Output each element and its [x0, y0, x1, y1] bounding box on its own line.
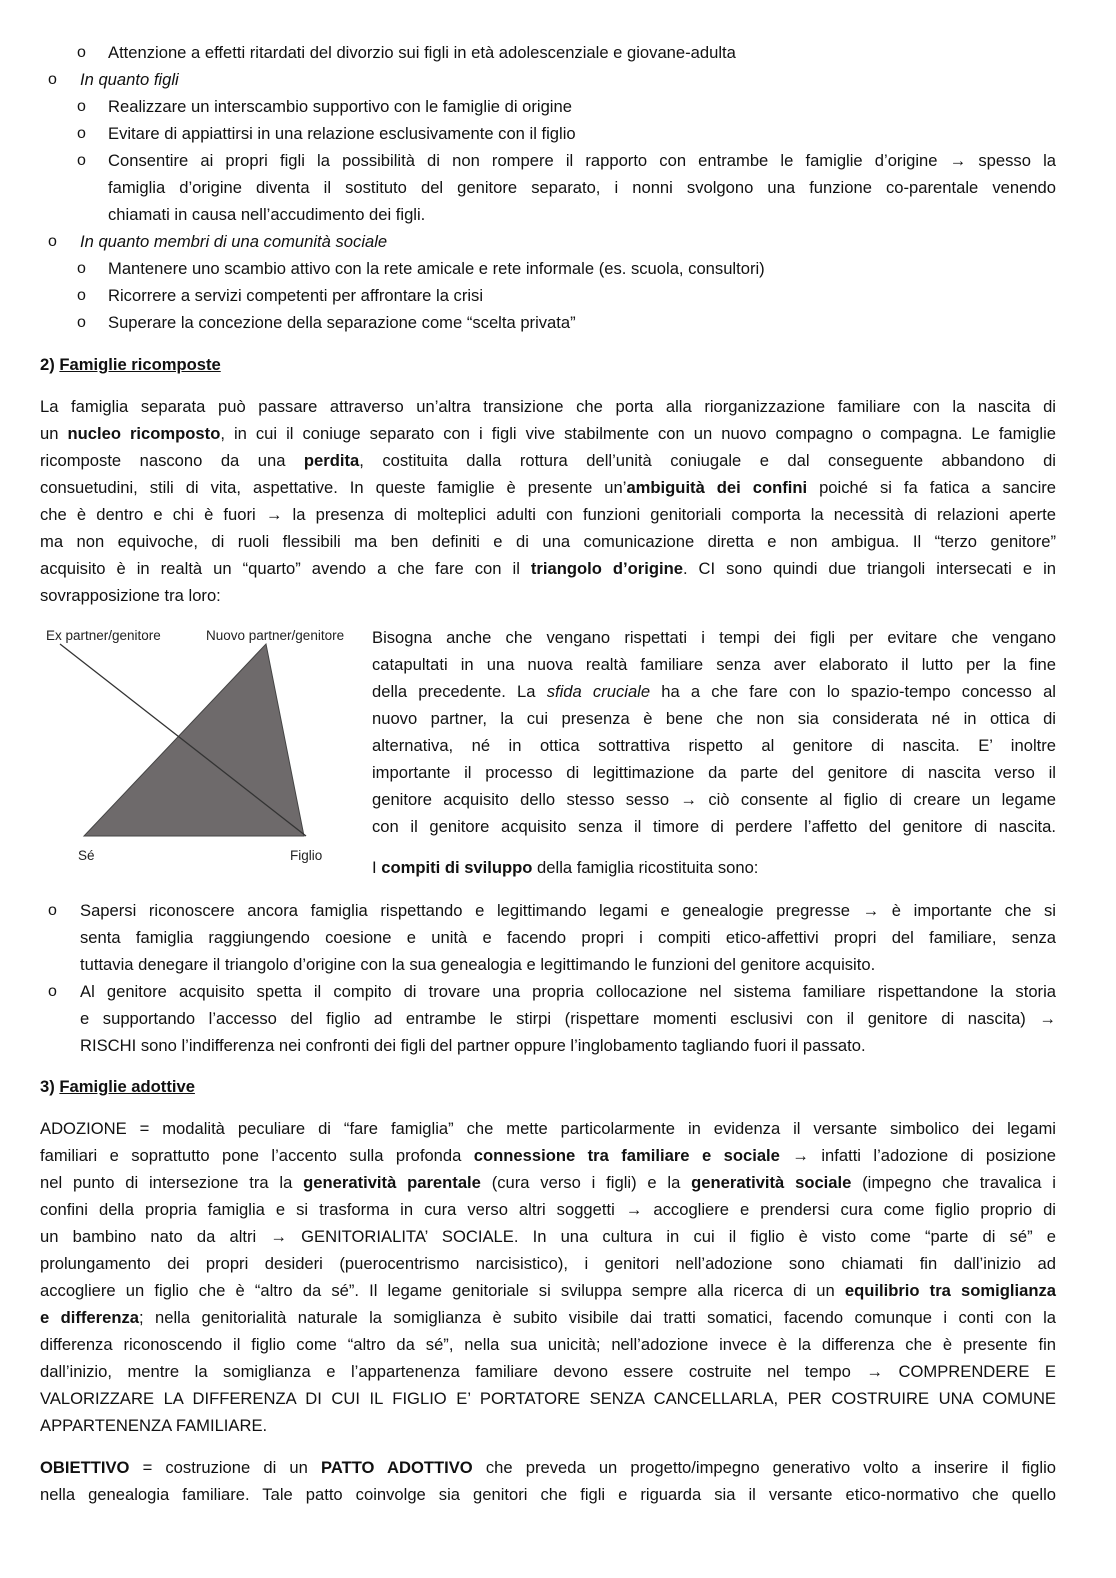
- acquired-triangle: [84, 644, 304, 836]
- triangles-diagram: [40, 624, 360, 870]
- label-se: Sé: [78, 848, 95, 863]
- label-ex-partner: Ex partner/genitore: [46, 628, 161, 643]
- label-figlio: Figlio: [290, 848, 323, 863]
- document-page: o Attenzione a effetti ritardati del divorzio sui figli in età adolescenziale e giovane-adulta o In quanto figli o Realizzare un interscambio supportivo con le famiglie di origine o Evitare di appiattirsi in una relazione esclusivamente con il figlio o Consentire ai propri figli la possibilità di non rompere il rapporto con entrambe le famiglie d’origine → spesso la famiglia d’origine diventa il sostituto del genitore separato, i nonni svolgono una funzione co-parentale venendo chiamati in causa nell’accudimento dei figli. o In quanto membri di una comunità sociale o Mantenere uno scambio attivo con la rete amicale e rete informale (es. scuola, consultori) o Ricorrere a servizi competenti per affrontare la crisi o Superare la concezione della separazione come “scelta privata” 2) Famiglie ricomposte La famiglia separata può passare attraverso un’altra transizione che porta alla riorganizzazione familiare con la nascita di un nucleo ricomposto, in cui il coniuge separato con i figli vive stabilmente con un nuovo compagno o compagna. Le famiglie ricomposte nascono da una perdita, costituita dalla rottura dell’unità coniugale e dal conseguente abbandono di consuetudini, stili di vita, aspettative. In queste famiglie è presente un’ambiguità dei confini poiché si fa fatica a sancire che è dentro e chi è fuori → la presenza di molteplici adulti con funzioni genitoriali comporta la necessità di relazioni aperte ma non equivoche, di ruoli flessibili ma ben definiti e di una comunicazione diretta e non ambigua. Il “terzo genitore” acquisito è in realtà un “quarto” avendo a che fare con il triangolo d’origine. CI sono quindi due triangoli intersecati e in sovrapposizione tra loro: Ex partner/genitore Nuovo partner/genitore Sé Figlio Bisogna anche che vengano rispettati i tempi dei figli per evitare che vengano catapultati in una nuova realtà familiare senza aver elaborato il lutto per la fine della precedente. La sfida cruciale ha a che fare con lo spazio-tempo concesso al nuovo partner, la cui presenza è bene che non sia considerata né in ottica di alternativa, né in ottica sottrattiva rispetto al genitore di nascita. E’ inoltre importante il processo di legittimazione da parte del genitore di nascita verso il genitore acquisito dello stesso sesso → ciò consente al figlio di creare un legame con il genitore acquisito senza il timore di perdere l’affetto del genitore di nascita. I compiti di sviluppo della famiglia ricostituita sono: o Sapersi riconoscere ancora famiglia rispettando e legittimando legami e genealogie pregresse → è importante che si senta famiglia raggiungendo coesione e unità e facendo propri i compiti etico-affettivi propri del familiare, senza tuttavia denegare il triangolo d’origine con la sua genealogia e legittimando le funzioni del genitore acquisito. o Al genitore acquisito spetta il compito di trovare una propria collocazione nel sistema familiare rispettandone la storia e supportando l’accesso del figlio ad entrambe le stirpi (rispettare momenti esclusivi con il genitore di nascita) → RISCHI sono l’indifferenza nei confronti dei figli del partner oppure l’inglobamento tagliando fuori il passato. 3) Famiglie adottive ADOZIONE = modalità peculiare di “fare famiglia” che mette particolarmente in evidenza il versante simbolico dei legami familiari e soprattutto pone l’accento sulla profonda connessione tra familiare e sociale → infatti l’adozione di posizione nel punto di intersezione tra la generatività parentale (cura verso i figli) e la generatività sociale (impegno che travalica i confini della propria famiglia e si trasforma in cura verso altri soggetti → accogliere e prendersi cura come figlio proprio di un bambino nato da altri → GENITORIALITA’ SOCIALE. In una cultura in cui il figlio è visto come “parte di sé” e prolungamento dei propri desideri (puerocentrismo narcisistico), i genitori nell’adozione sono chiamati fin dall’inizio ad accogliere un figlio che è “altro da sé”. Il legame genitoriale si sviluppa sempre alla ricerca di un equilibrio tra somiglianza e differenza; nella genitorialità naturale la somiglianza è subito visibile dai tratti somatici, facendo comunque i conti con la differenza riconoscendo il figlio come “altro da sé”, nella sua unicità; nell’adozione invece è la differenza che è presente fin dall’inizio, mentre la somiglianza e l’appartenenza familiare devono essere costruite nel tempo → COMPRENDERE E VALORIZZARE LA DIFFERENZA DI CUI IL FIGLIO E’ PORTATORE SENZA CANCELLARLA, PER COSTRUIRE UNA COMUNE APPARTENENZA FAMILIARE. OBIETTIVO = costruzione di un PATTO ADOTTIVO che preveda un progetto/impegno generativo volto a inserire il figlio nella genealogia familiare. Tale patto coinvolge sia genitori che figli e riguarda sia il versante etico-normativo che quello: [40, 43, 1057, 1504]
- section-title: Famiglie adottive: [59, 1077, 195, 1096]
- label-nuovo-partner: Nuovo partner/genitore: [206, 628, 345, 643]
- section-title: Famiglie ricomposte: [59, 355, 221, 374]
- triangles-svg: [40, 624, 360, 870]
